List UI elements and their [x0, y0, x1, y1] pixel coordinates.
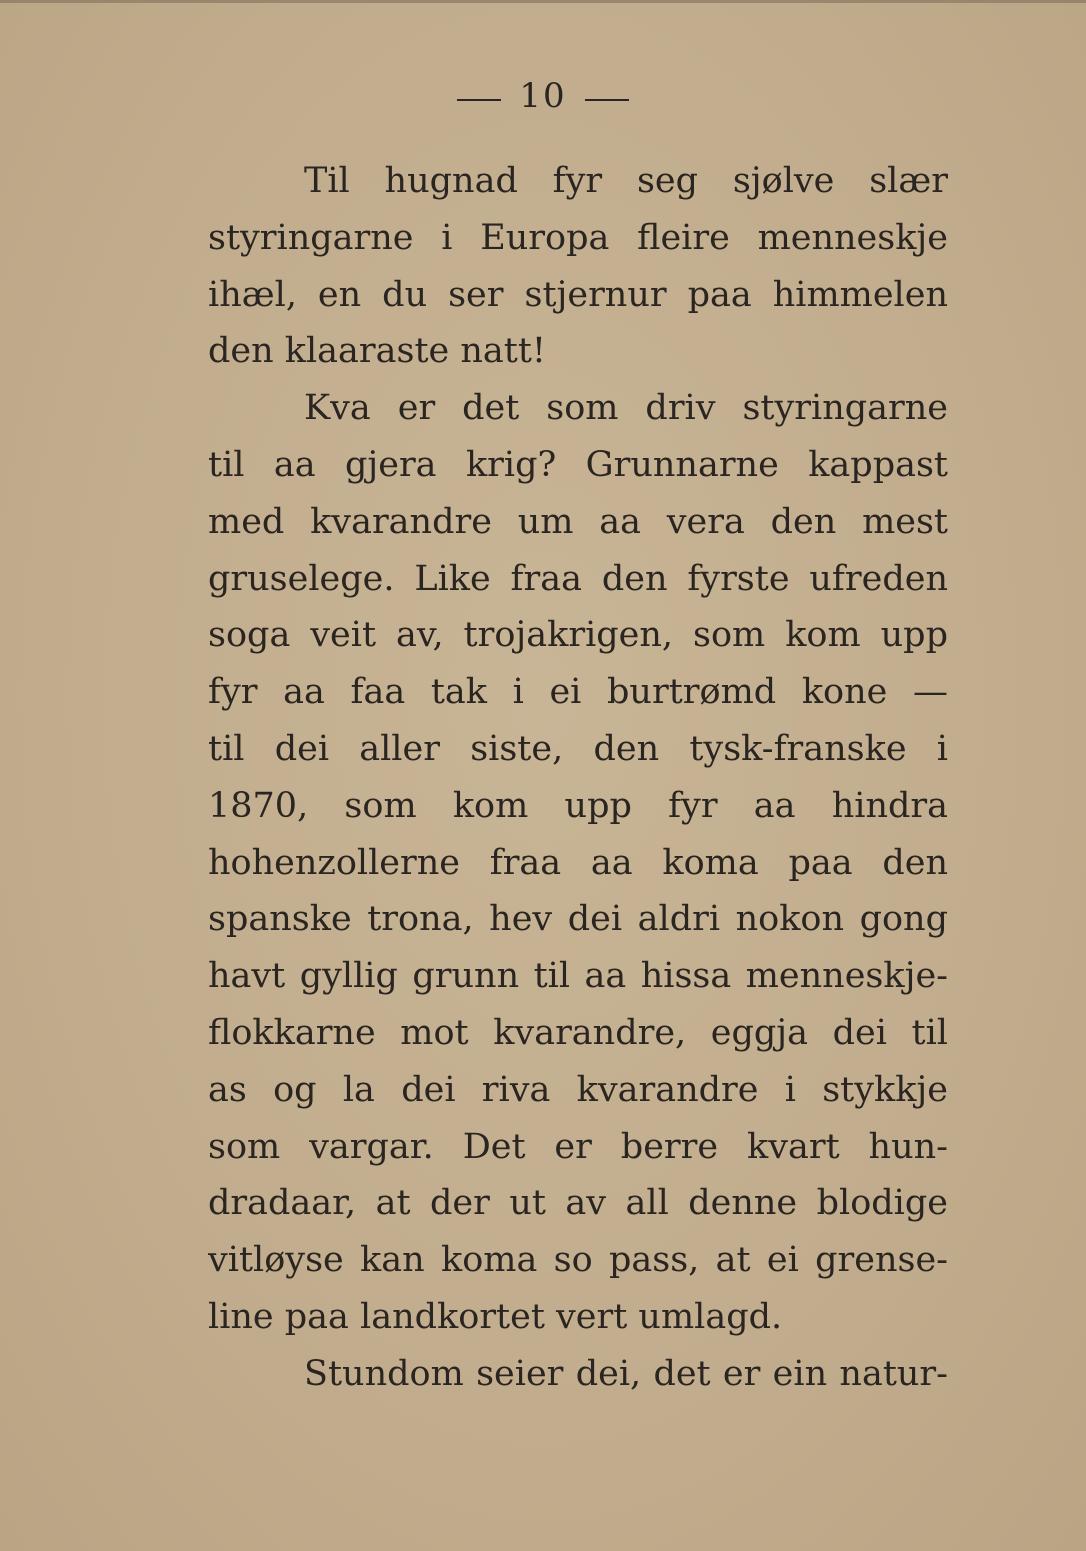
page-number: 10	[519, 76, 567, 116]
text-line: vitløyse kan koma so pass, at ei grense-	[208, 1240, 948, 1281]
text-line: dradaar, at der ut av all denne blodige	[208, 1183, 948, 1224]
text-line: Kva er det som driv styringarne	[304, 388, 948, 429]
text-line: spanske trona, hev dei aldri nokon gong	[208, 899, 948, 940]
page-top-edge	[0, 0, 1086, 3]
text-line: as og la dei riva kvarandre i stykkje	[208, 1069, 948, 1110]
text-line: Stundom seier dei, det er ein natur-	[304, 1353, 948, 1394]
text-line: havt gyllig grunn til aa hissa menneskje-	[208, 956, 948, 997]
text-line: ihæl, en du ser stjernur paa himmelen	[208, 274, 948, 315]
text-line: hohenzollerne fraa aa koma paa den	[208, 842, 948, 883]
text-line: fyr aa faa tak i ei burtrømd kone —	[208, 672, 948, 713]
text-line: soga veit av, trojakrigen, som kom upp	[208, 615, 948, 656]
text-line: styringarne i Europa fleire menneskje	[208, 217, 948, 258]
text-line: line paa landkortet vert umlagd.	[208, 1296, 783, 1337]
text-line: gruselege. Like fraa den fyrste ufreden	[208, 558, 948, 599]
text-line: til dei aller siste, den tysk-franske i	[208, 728, 948, 769]
text-line: til aa gjera krig? Grunnarne kappast	[208, 444, 948, 485]
text-line: Til hugnad fyr seg sjølve slær	[304, 161, 948, 201]
text-line: flokkarne mot kvarandre, eggja dei til	[208, 1012, 948, 1053]
header-dash-left	[457, 99, 501, 101]
text-line: den klaaraste natt!	[208, 331, 546, 372]
text-line: 1870, som kom upp fyr aa hindra	[208, 785, 948, 826]
text-line: med kvarandre um aa vera den mest	[208, 501, 948, 542]
page-header	[0, 72, 1086, 120]
text-line: som vargar. Det er berre kvart hun-	[208, 1126, 948, 1167]
header-dash-right	[585, 99, 629, 101]
body-text	[208, 153, 948, 1403]
